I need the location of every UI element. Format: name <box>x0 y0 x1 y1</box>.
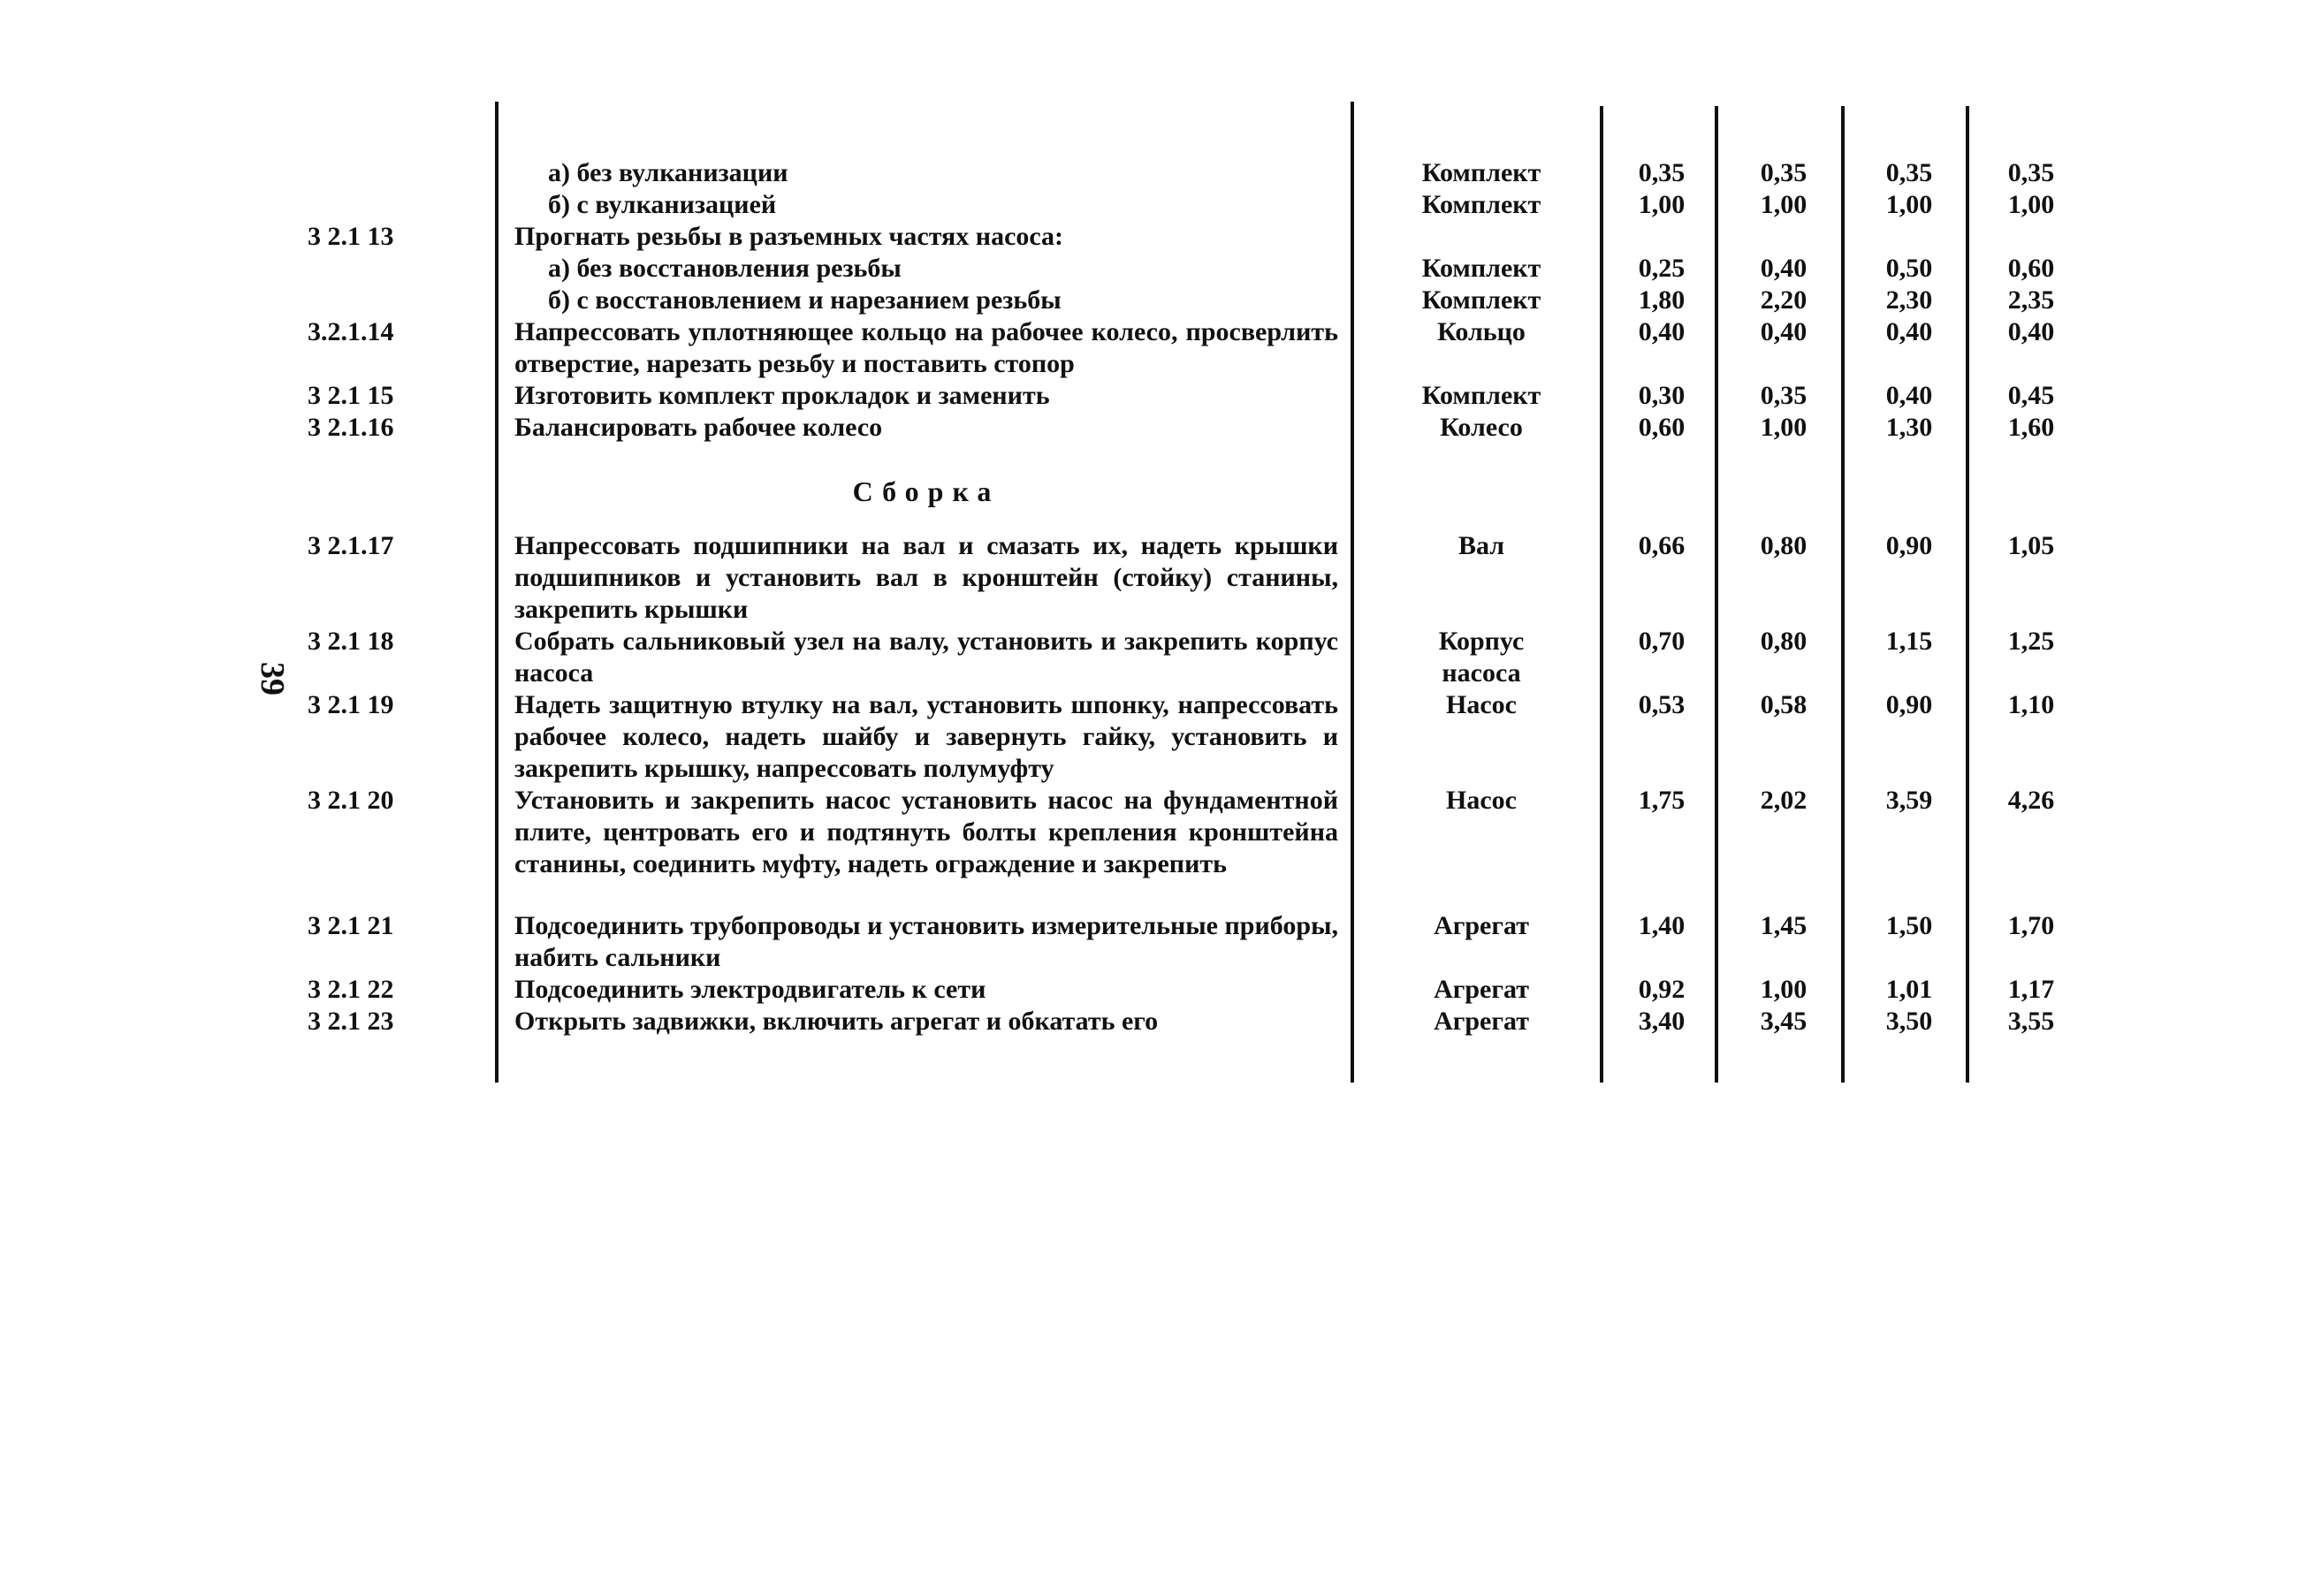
row-description: Собрать сальниковый узел на валу, установить и закрепить корпус насоса <box>514 627 1338 688</box>
row-value: 0,45 <box>2007 381 2055 410</box>
row-value: 1,15 <box>1885 627 1933 656</box>
row-value: 1,40 <box>1638 911 1686 940</box>
row-value: 3,55 <box>2007 1007 2055 1036</box>
row-value: 0,80 <box>1760 627 1808 656</box>
row-value: 3,50 <box>1885 1007 1933 1036</box>
row-value: 1,00 <box>1760 413 1808 442</box>
row-description: Балансировать рабочее колесо <box>514 413 883 442</box>
row-value: 2,02 <box>1760 786 1808 815</box>
row-value: 0,40 <box>1760 317 1808 346</box>
row-code: 3 2.1 13 <box>308 222 394 251</box>
row-description: Подсоединить трубопроводы и установить измерительные приборы, набить сальники <box>514 911 1338 972</box>
column-rule <box>495 102 498 1083</box>
row-value: 1,70 <box>2007 911 2055 940</box>
row-value: 2,20 <box>1760 285 1808 315</box>
row-value: 0,90 <box>1885 531 1933 560</box>
row-code: 3 2.1 20 <box>308 786 394 815</box>
row-value: 0,40 <box>1885 381 1933 410</box>
section-heading: Сборка <box>852 475 1001 507</box>
row-description: Надеть защитную втулку на вал, установить шпонку, напрессовать рабочее колесо, надеть шайбу и завернуть гайку, установить и закрепить крышку, напрессовать полумуфту <box>514 690 1338 783</box>
row-value: 1,10 <box>2007 690 2055 719</box>
row-value: 0,40 <box>1760 254 1808 283</box>
row-unit: Колесо <box>1440 413 1523 442</box>
row-description: Напрессовать уплотняющее кольцо на рабочее колесо, просверлить отверстие, нарезать резьбу и поставить стопор <box>514 317 1338 378</box>
row-description: Подсоединить электродвигатель к сети <box>514 975 986 1004</box>
row-code: 3.2.1.14 <box>308 317 394 346</box>
row-description: а) без вулканизации <box>548 158 788 187</box>
row-value: 0,35 <box>1638 158 1686 187</box>
row-code: 3 2.1 15 <box>308 381 394 410</box>
row-code: 3 2.1.16 <box>308 413 394 442</box>
row-value: 1,30 <box>1885 413 1933 442</box>
row-description: Напрессовать подшипники на вал и смазать их, надеть крышки подшипников и установить вал в кронштейн (стойку) станины, закрепить крышки <box>514 531 1338 624</box>
row-value: 1,45 <box>1760 911 1808 940</box>
row-value: 3,40 <box>1638 1007 1686 1036</box>
row-code: 3 2.1 23 <box>308 1007 394 1036</box>
row-code: 3 2.1.17 <box>308 531 394 560</box>
row-value: 3,59 <box>1885 786 1933 815</box>
row-value: 3,45 <box>1760 1007 1808 1036</box>
row-value: 0,35 <box>1760 381 1808 410</box>
row-code: 3 2.1 22 <box>308 975 394 1004</box>
row-unit: Агрегат <box>1434 1007 1529 1036</box>
row-unit: Насос <box>1446 786 1517 815</box>
row-unit: Комплект <box>1421 158 1541 187</box>
row-value: 0,50 <box>1885 254 1933 283</box>
row-unit: Комплект <box>1421 190 1541 219</box>
row-value: 1,01 <box>1885 975 1933 1004</box>
row-value: 1,60 <box>2007 413 2055 442</box>
row-value: 1,00 <box>1638 190 1686 219</box>
row-value: 0,35 <box>1885 158 1933 187</box>
row-value: 0,40 <box>1885 317 1933 346</box>
row-description: а) без восстановления резьбы <box>548 254 902 283</box>
row-unit: Комплект <box>1421 285 1541 315</box>
row-unit: Насос <box>1446 690 1517 719</box>
row-value: 1,00 <box>2007 190 2055 219</box>
row-value: 0,25 <box>1638 254 1686 283</box>
row-value: 0,90 <box>1885 690 1933 719</box>
row-value: 0,60 <box>1638 413 1686 442</box>
row-description: Открыть задвижки, включить агрегат и обкатать его <box>514 1007 1159 1036</box>
row-code: 3 2.1 18 <box>308 627 394 656</box>
row-value: 0,35 <box>2007 158 2055 187</box>
row-value: 0,40 <box>2007 317 2055 346</box>
row-value: 0,58 <box>1760 690 1808 719</box>
row-value: 1,05 <box>2007 531 2055 560</box>
row-value: 0,80 <box>1760 531 1808 560</box>
row-unit: Корпус насоса <box>1438 627 1525 688</box>
row-value: 0,92 <box>1638 975 1686 1004</box>
page-number: 39 <box>254 662 291 695</box>
row-unit: Вал <box>1457 531 1505 560</box>
row-description: б) с вулканизацией <box>548 190 777 219</box>
row-value: 1,00 <box>1760 190 1808 219</box>
row-description: Установить и закрепить насос установить насос на фундаментной плите, центровать его и подтянуть болты крепления кронштейна станины, соединить муфту, надеть ограждение и закрепить <box>514 786 1338 878</box>
row-value: 2,30 <box>1885 285 1933 315</box>
row-value: 1,50 <box>1885 911 1933 940</box>
row-value: 0,60 <box>2007 254 2055 283</box>
row-code: 3 2.1 19 <box>308 690 394 719</box>
row-value: 1,17 <box>2007 975 2055 1004</box>
row-value: 0,30 <box>1638 381 1686 410</box>
row-value: 1,00 <box>1760 975 1808 1004</box>
row-value: 1,25 <box>2007 627 2055 656</box>
row-unit: Агрегат <box>1434 911 1529 940</box>
row-value: 1,75 <box>1638 786 1686 815</box>
row-value: 0,35 <box>1760 158 1808 187</box>
row-value: 1,00 <box>1885 190 1933 219</box>
row-unit: Агрегат <box>1434 975 1529 1004</box>
row-value: 0,40 <box>1638 317 1686 346</box>
row-unit: Комплект <box>1421 381 1541 410</box>
row-unit: Комплект <box>1421 254 1541 283</box>
row-value: 0,53 <box>1638 690 1686 719</box>
row-value: 2,35 <box>2007 285 2055 315</box>
row-description: б) с восстановлением и нарезанием резьбы <box>548 285 1062 315</box>
row-value: 0,70 <box>1638 627 1686 656</box>
row-code: 3 2.1 21 <box>308 911 394 940</box>
row-value: 1,80 <box>1638 285 1686 315</box>
row-description: Изготовить комплект прокладок и заменить <box>514 381 1050 410</box>
row-value: 0,66 <box>1638 531 1686 560</box>
row-unit: Кольцо <box>1437 317 1526 346</box>
row-value: 4,26 <box>2007 786 2055 815</box>
row-description: Прогнать резьбы в разъемных частях насоса: <box>514 222 1064 251</box>
